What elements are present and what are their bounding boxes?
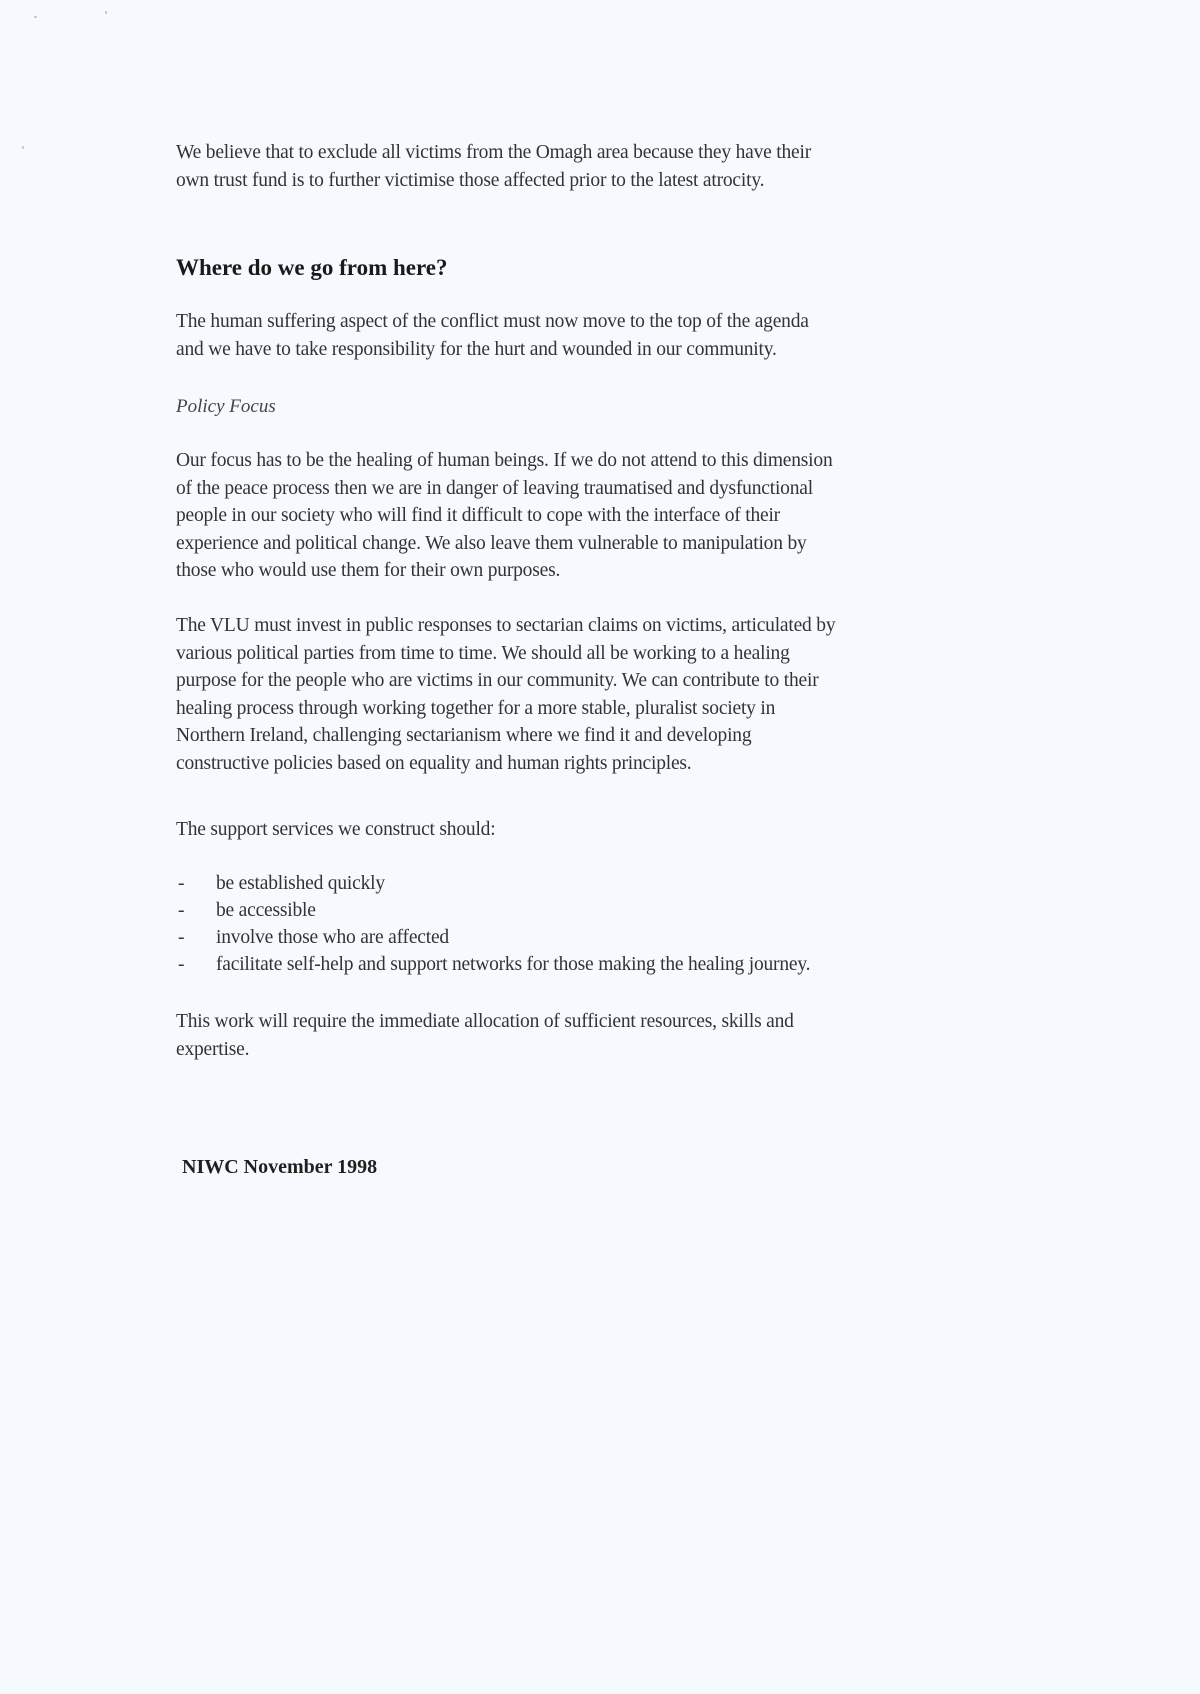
signature: NIWC November 1998 <box>182 1156 378 1178</box>
policy-focus-subheading: Policy Focus <box>176 396 276 417</box>
text-line: Northern Ireland, challenging sectarianism where we find it and developing <box>176 725 752 746</box>
list-item <box>176 870 810 897</box>
text-line: expertise. <box>176 1038 250 1060</box>
text-line: This work will require the immediate allocation of sufficient resources, skills and <box>176 1011 794 1032</box>
text-line: The VLU must invest in public responses to sectarian claims on victims, articulated by <box>176 615 836 636</box>
list-item-text: involve those who are affected <box>216 927 449 948</box>
bullet-dash: - <box>178 954 185 975</box>
scan-speck <box>22 146 24 149</box>
bullet-dash: - <box>178 927 185 948</box>
bullet-dash: - <box>178 900 185 921</box>
policy-paragraph <box>176 447 1056 585</box>
text-line: those who would use them for their own purposes. <box>176 560 561 581</box>
bullet-dash: - <box>178 873 185 894</box>
support-services-list <box>176 870 810 978</box>
support-intro: The support services we construct should: <box>176 819 496 840</box>
section-intro-paragraph <box>176 308 1056 363</box>
vlu-paragraph <box>176 612 1056 777</box>
text-line: own trust fund is to further victimise those affected prior to the latest atrocity. <box>176 169 765 191</box>
text-line: experience and political change. We also leave them vulnerable to manipulation by <box>176 532 807 554</box>
list-item-text: facilitate self-help and support networks for those making the healing journey. <box>216 954 811 975</box>
text-line: purpose for the people who are victims in our community. We can contribute to their <box>176 670 819 691</box>
text-line: Our focus has to be the healing of human beings. If we do not attend to this dimension <box>176 450 833 471</box>
text-line: We believe that to exclude all victims from the Omagh area because they have their <box>176 142 812 163</box>
text-line: of the peace process then we are in danger of leaving traumatised and dysfunctional <box>176 477 813 499</box>
text-line: The human suffering aspect of the conflict must now move to the top of the agenda <box>176 311 809 332</box>
text-line: and we have to take responsibility for the hurt and wounded in our community. <box>176 338 777 360</box>
text-line: healing process through working together for a more stable, pluralist society in <box>176 697 776 719</box>
list-item <box>176 924 810 951</box>
scan-speck <box>34 16 37 18</box>
text-line: various political parties from time to time. We should all be working to a healing <box>176 642 790 664</box>
list-item-text: be established quickly <box>216 873 385 894</box>
list-item <box>176 951 810 978</box>
scan-speck <box>105 11 107 14</box>
list-item <box>176 897 810 924</box>
closing-paragraph <box>176 1008 1056 1063</box>
text-line: people in our society who will find it difficult to cope with the interface of their <box>176 505 780 526</box>
text-line: constructive policies based on equality and human rights principles. <box>176 752 692 774</box>
list-item-text: be accessible <box>216 900 316 921</box>
section-heading: Where do we go from here? <box>176 255 448 280</box>
intro-paragraph <box>176 139 1056 194</box>
